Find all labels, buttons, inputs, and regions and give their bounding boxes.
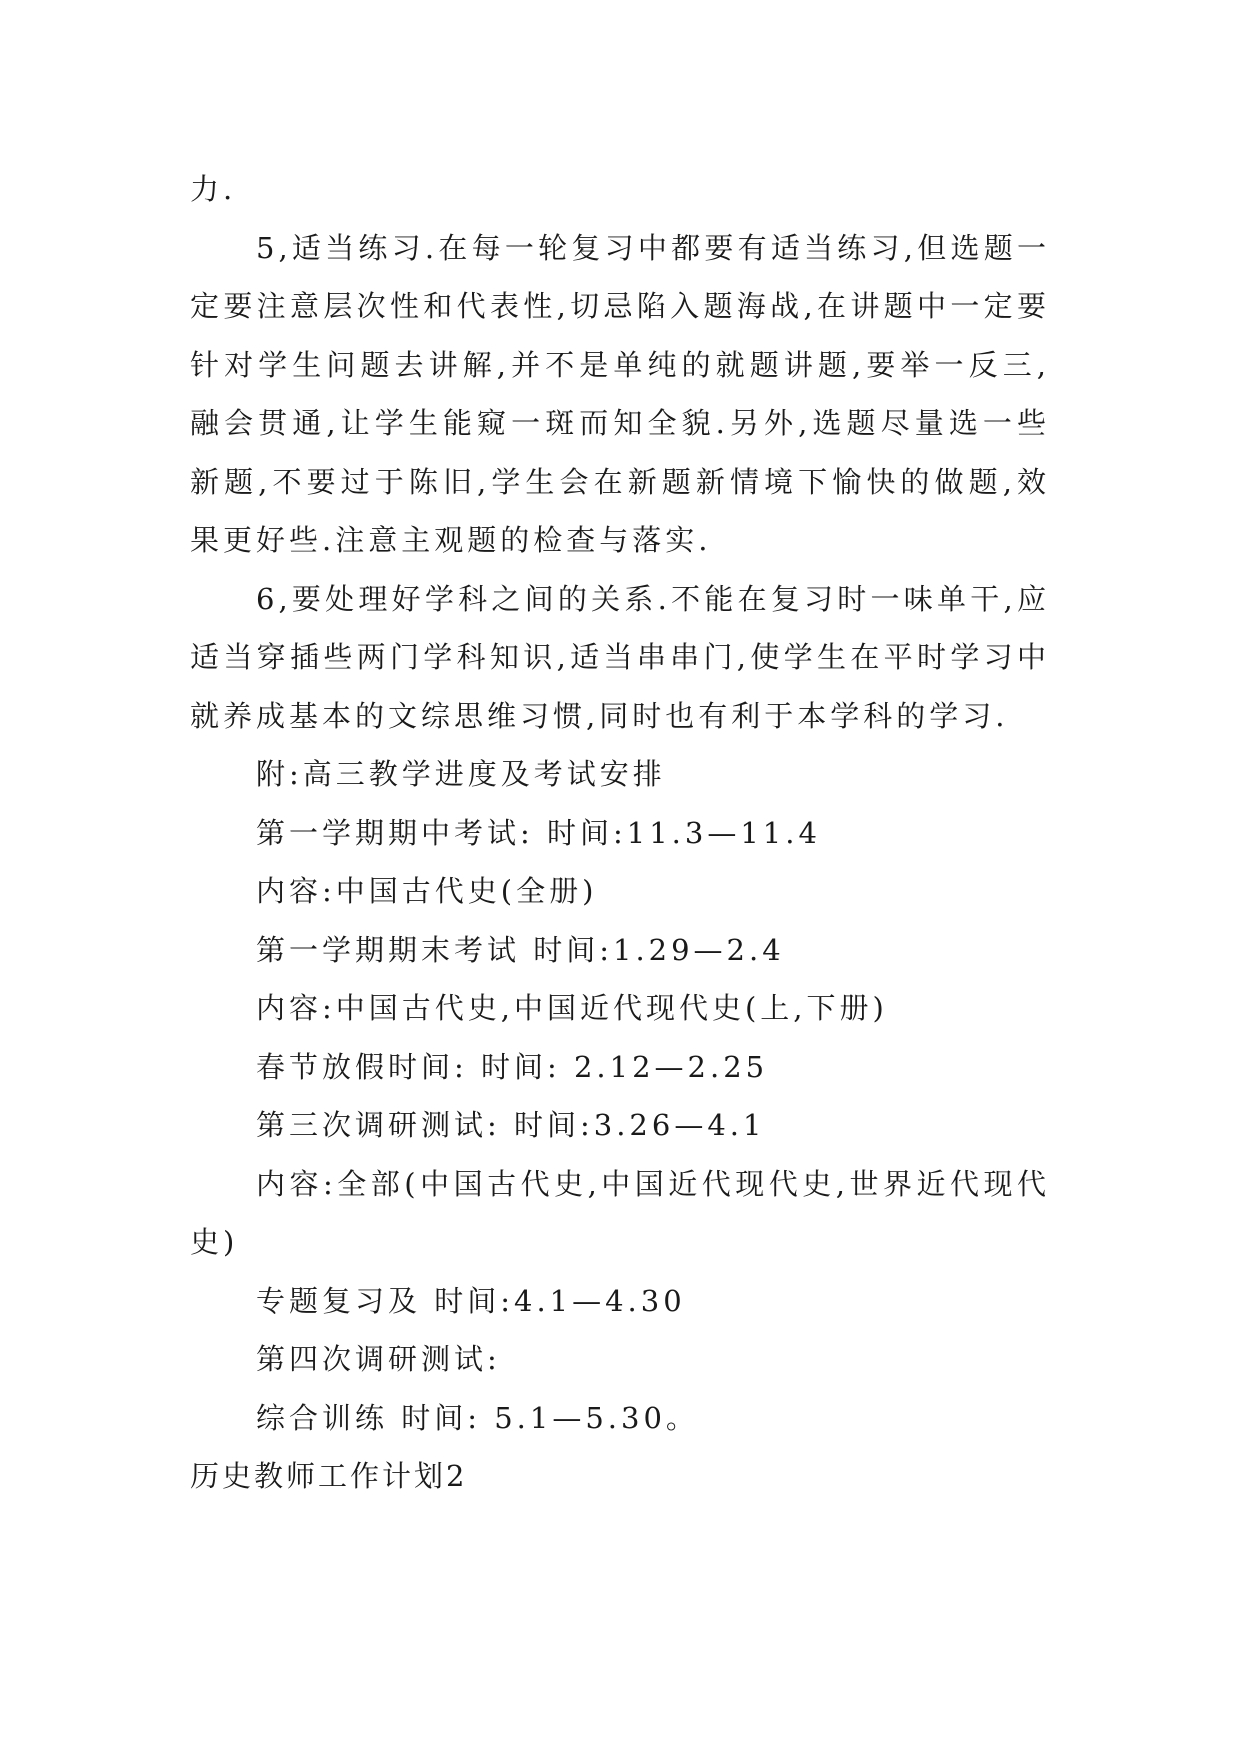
- schedule-third-test-content: 内容:全部(中国古代史,中国近代现代史,世界近代现代史): [190, 1166, 1050, 1259]
- schedule-topic-review: 专题复习及 时间:4.1—4.30: [256, 1283, 686, 1318]
- schedule-third-test: 第三次调研测试: 时间:3.26—4.1: [256, 1108, 766, 1142]
- schedule-final-content: 内容:中国古代史,中国近代现代史(上,下册): [256, 991, 888, 1025]
- schedule-comprehensive-training: 综合训练 时间: 5.1—5.30。: [256, 1400, 699, 1435]
- section-heading: 历史教师工作计划2: [190, 1459, 468, 1493]
- schedule-midterm: 第一学期期中考试: 时间:11.3—11.4: [256, 815, 821, 850]
- schedule-midterm-content: 内容:中国古代史(全册): [256, 874, 598, 908]
- schedule-final: 第一学期期末考试 时间:1.29—2.4: [256, 932, 785, 967]
- appendix-title: 附:高三教学进度及考试安排: [256, 757, 666, 791]
- paragraph-subject-relations: 6,要处理好学科之间的关系.不能在复习时一味单干,应适当穿插些两门学科知识,适当串串门,使学生在平时学习中就养成基本的文综思维习惯,同时也有利于本学科的学习.: [190, 581, 1050, 733]
- paragraph-practice: 5,适当练习.在每一轮复习中都要有适当练习,但选题一定要注意层次性和代表性,切忌陷入题海战,在讲题中一定要针对学生问题去讲解,并不是单纯的就题讲题,要举一反三,融会贯通,让学生能窥一斑而知全貌.另外,选题尽量选一些新题,不要过于陈旧,学生会在新题新情境下愉快的做题,效果更好些.注意主观题的检查与落实.: [190, 230, 1050, 557]
- schedule-fourth-test: 第四次调研测试:: [256, 1342, 501, 1376]
- paragraph-continuation: 力.: [190, 172, 237, 206]
- document-page: [190, 160, 1050, 1506]
- schedule-spring-break: 春节放假时间: 时间: 2.12—2.25: [256, 1049, 769, 1084]
